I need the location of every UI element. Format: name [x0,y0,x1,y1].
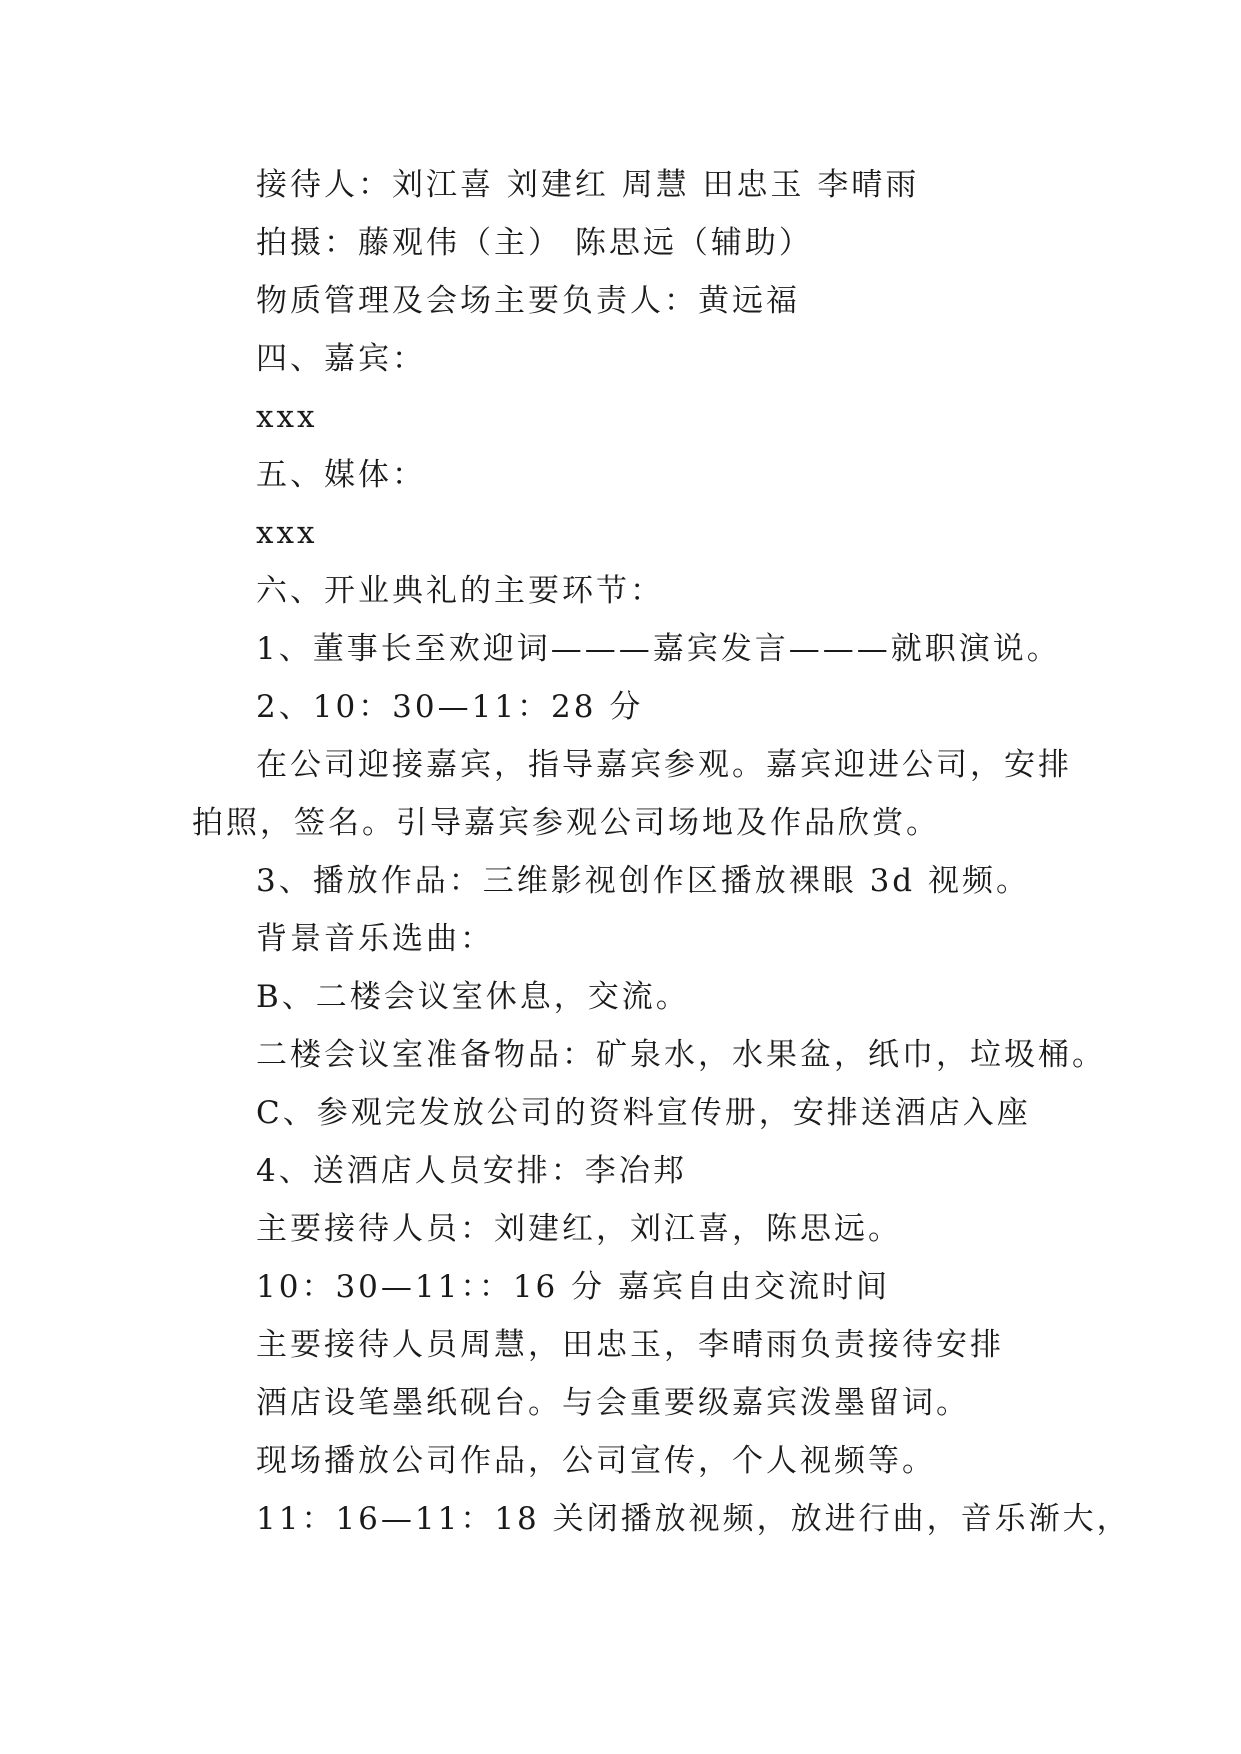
text-line-photography: 拍摄：藤观伟（主） 陈思远（辅助） [256,225,813,261]
text-line-free-exchange-time: 10：30—11：：16 分 嘉宾自由交流时间 [256,1269,890,1305]
text-line-step-2-time: 2、10：30—11：28 分 [256,689,644,725]
text-line-item-c: C、参观完发放公司的资料宣传册，安排送酒店入座 [256,1095,1031,1131]
text-line-calligraphy: 酒店设笔墨纸砚台。与会重要级嘉宾泼墨留词。 [256,1385,970,1421]
text-line-main-receptionists: 主要接待人员：刘建红，刘江喜，陈思远。 [256,1211,902,1247]
text-line-onsite-playback: 现场播放公司作品，公司宣传，个人视频等。 [256,1443,936,1479]
section-heading-media: 五、媒体： [256,457,426,493]
paragraph-line-welcome-guests: 在公司迎接嘉宾，指导嘉宾参观。嘉宾迎进公司，安排 [256,747,1072,783]
text-line-meeting-room-supplies: 二楼会议室准备物品：矿泉水，水果盆，纸巾，垃圾桶。 [256,1037,1106,1073]
document-body [192,156,1131,1548]
text-line-background-music: 背景音乐选曲： [256,921,494,957]
section-heading-ceremony-steps: 六、开业典礼的主要环节： [256,573,664,609]
text-line-march-music: 11：16—11：18 关闭播放视频，放进行曲，音乐渐大， [256,1501,1131,1537]
text-line-step-1: 1、董事长至欢迎词———嘉宾发言———就职演说。 [256,631,1061,667]
text-line-step-4: 4、送酒店人员安排：李冶邦 [256,1153,687,1189]
text-line-media-value: xxx [256,515,318,551]
text-line-materials-manager: 物质管理及会场主要负责人：黄远福 [256,283,800,319]
text-line-step-3: 3、播放作品：三维影视创作区播放裸眼 3d 视频。 [256,863,1030,899]
text-line-item-b: B、二楼会议室休息，交流。 [256,979,690,1015]
text-line-guests-value: xxx [256,399,318,435]
text-line-receptionists: 接待人：刘江喜 刘建红 周慧 田忠玉 李晴雨 [256,167,920,203]
paragraph-line-welcome-guests-cont: 拍照，签名。引导嘉宾参观公司场地及作品欣赏。 [192,805,940,841]
text-line-reception-arrangement: 主要接待人员周慧，田忠玉，李晴雨负责接待安排 [256,1327,1004,1363]
section-heading-guests: 四、嘉宾： [256,341,426,377]
